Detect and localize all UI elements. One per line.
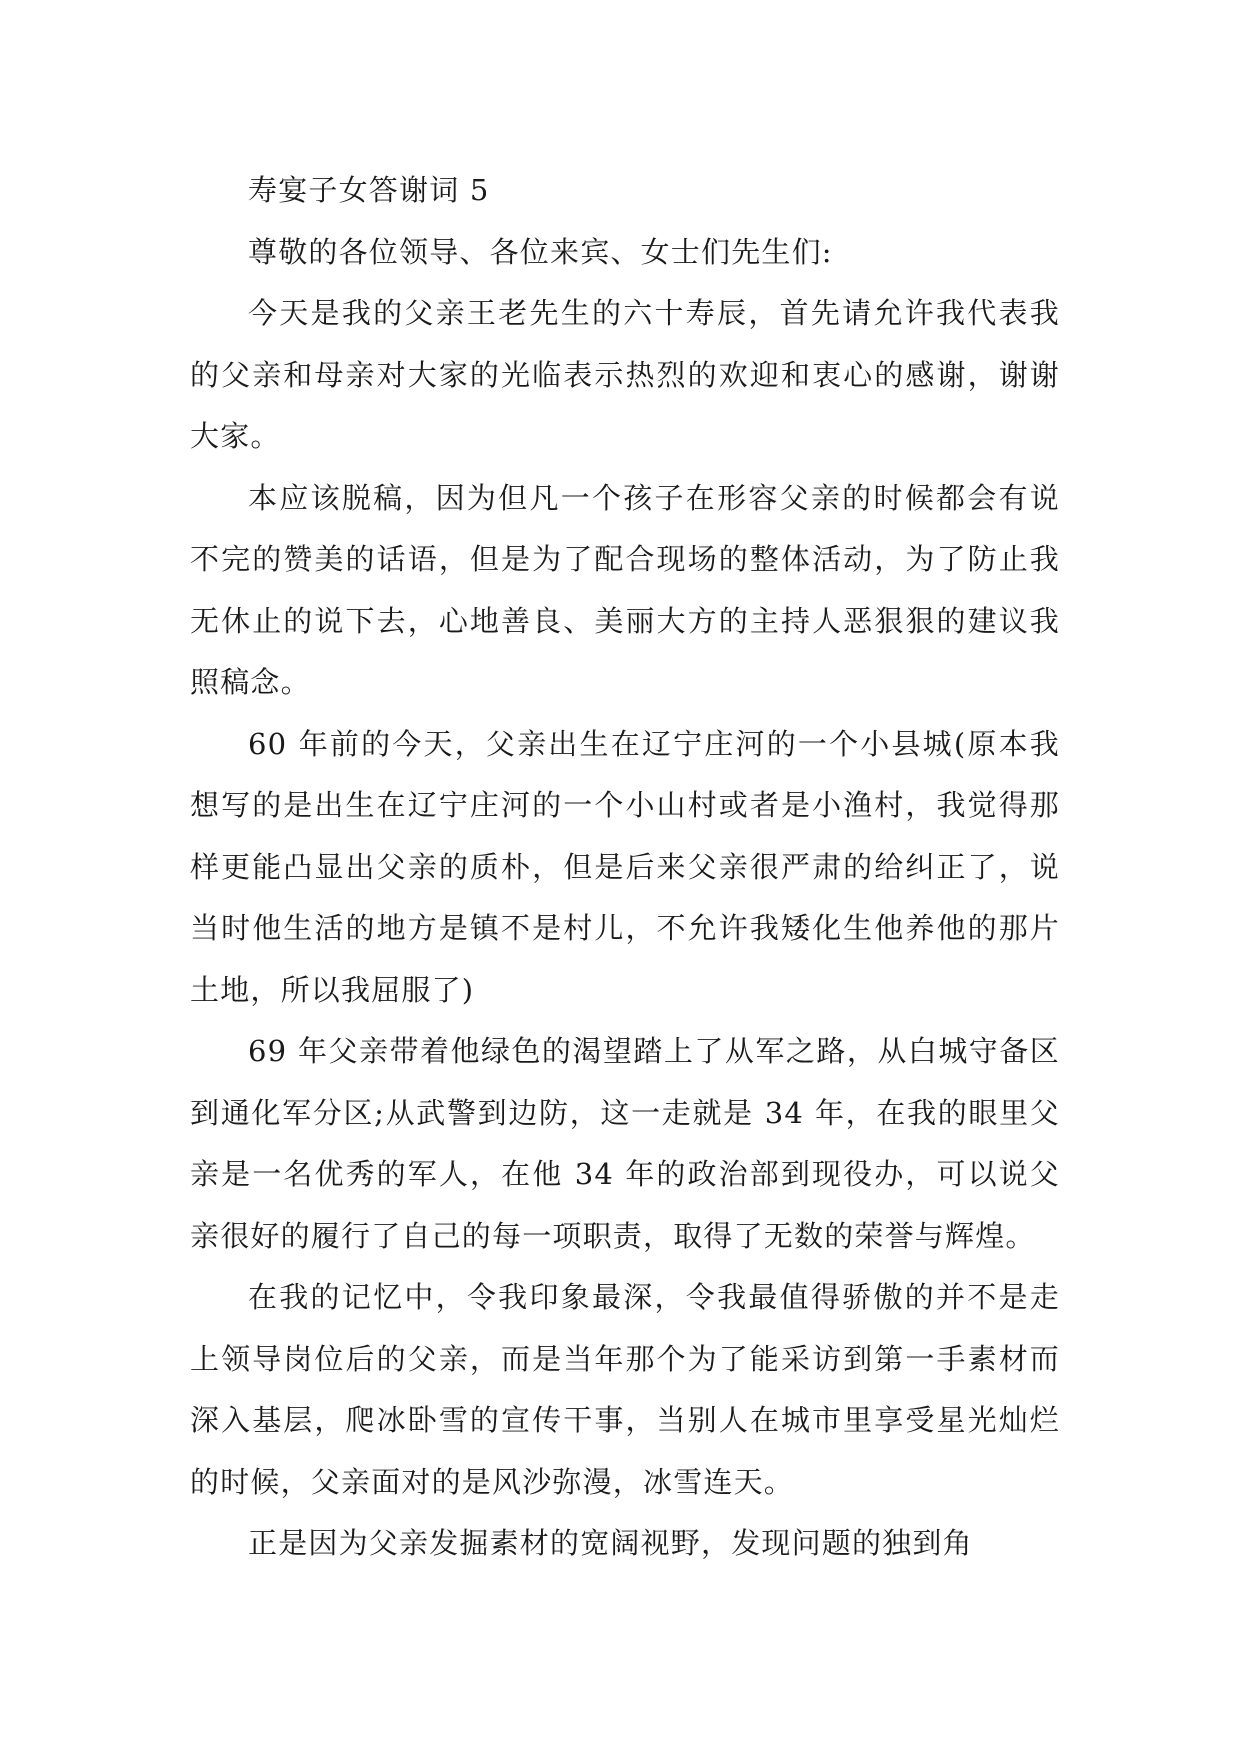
paragraph-1: 今天是我的父亲王老先生的六十寿辰，首先请允许我代表我的父亲和母亲对大家的光临表示热烈的欢迎和衷心的感谢，谢谢大家。 [190,296,1060,453]
document-title: 寿宴子女答谢词 5 [248,173,490,207]
paragraph-4: 69 年父亲带着他绿色的渴望踏上了从军之路，从白城守备区到通化军分区;从武警到边防，这一走就是 34 年，在我的眼里父亲是一名优秀的军人，在他 34 年的政治部到现役办，可以说父亲很好的履行了自己的每一项职责，取得了无数的荣誉与辉煌。 [190,1034,1060,1253]
salutation: 尊敬的各位领导、各位来宾、女士们先生们: [248,234,833,269]
document-body [190,160,1060,1575]
paragraph-6: 正是因为父亲发掘素材的宽阔视野，发现问题的独到角 [248,1526,973,1560]
paragraph-2: 本应该脱稿，因为但凡一个孩子在形容父亲的时候都会有说不完的赞美的话语，但是为了配合现场的整体活动，为了防止我无休止的说下去，心地善良、美丽大方的主持人恶狠狠的建议我照稿念。 [190,480,1060,699]
paragraph-5: 在我的记忆中，令我印象最深，令我最值得骄傲的并不是走上领导岗位后的父亲，而是当年那个为了能采访到第一手素材而深入基层，爬冰卧雪的宣传干事，当别人在城市里享受星光灿烂的时候，父亲面对的是风沙弥漫，冰雪连天。 [190,1280,1060,1499]
paragraph-3: 60 年前的今天，父亲出生在辽宁庄河的一个小县城(原本我想写的是出生在辽宁庄河的一个小山村或者是小渔村，我觉得那样更能凸显出父亲的质朴，但是后来父亲很严肃的给纠正了，说当时他生活的地方是镇不是村儿，不允许我矮化生他养他的那片土地，所以我屈服了) [190,726,1060,1007]
